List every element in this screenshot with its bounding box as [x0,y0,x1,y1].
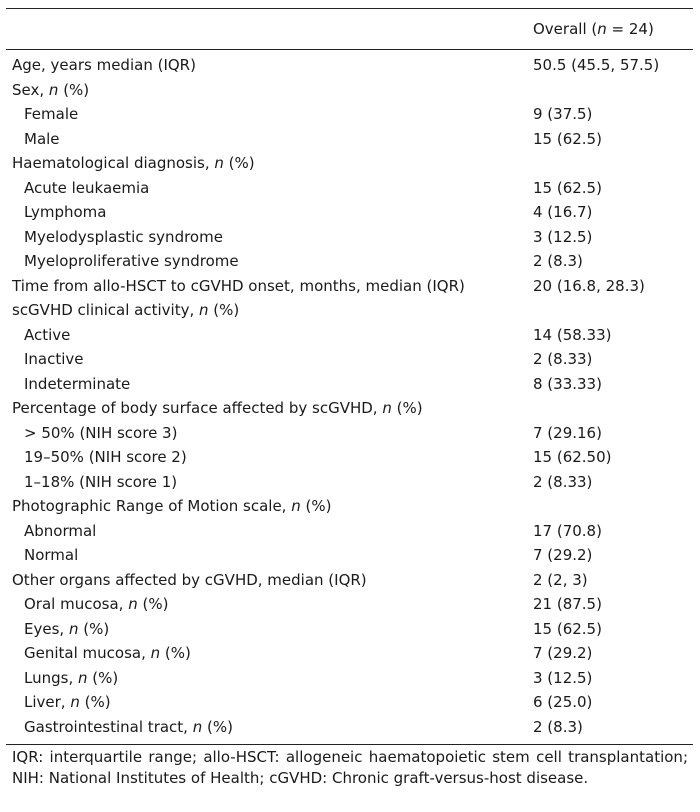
row-label-text: Myelodysplastic syndrome [24,227,223,246]
table-row [6,690,693,715]
row-label [6,78,533,103]
table-row [6,127,693,152]
row-value [533,494,693,519]
row-label [6,323,533,348]
table-row [6,274,693,299]
header-characteristic [6,9,533,50]
row-value: 20 (16.8, 28.3) [533,276,645,295]
row-label-suffix: (%) [223,154,255,172]
table-row [6,568,693,593]
row-label-text: Haematological diagnosis, [12,154,215,172]
row-label [6,494,533,519]
table-row [6,617,693,642]
row-value: 6 (25.0) [533,693,593,711]
row-label-italic: n [70,693,80,711]
row-label-text: Genital mucosa, [24,644,151,662]
header-row [6,9,693,50]
row-label-text: Inactive [24,350,84,368]
row-label [6,102,533,127]
row-label-text: Active [24,325,71,344]
row-label-text: Other organs affected by cGVHD, median (IQR) [12,570,367,589]
row-label-text: Age, years median (IQR) [12,56,196,74]
row-label [6,690,533,715]
row-label [6,715,533,745]
row-label-text: 1–18% (NIH score 1) [24,472,178,491]
header-overall-prefix: Overall ( [533,20,598,38]
row-label-text: Sex, [12,80,49,99]
table-row [6,176,693,201]
table-row [6,641,693,666]
row-label-suffix: (%) [300,497,332,515]
row-label-suffix: (%) [58,80,90,99]
table-row [6,249,693,274]
row-label-text: Lymphoma [24,203,107,221]
row-label-italic: n [199,301,209,319]
row-label-suffix: (%) [391,399,423,417]
row-label [6,176,533,201]
table-row [6,102,693,127]
row-label-italic: n [214,154,224,172]
row-label [6,666,533,691]
row-value: 7 (29.16) [533,423,602,442]
row-label [6,151,533,176]
table-row [6,347,693,372]
table-row [6,151,693,176]
row-label [6,519,533,544]
row-label [6,225,533,250]
table-row [6,298,693,323]
row-value: 2 (8.3) [533,252,583,270]
row-label-suffix: (%) [79,693,111,711]
table-row [6,396,693,421]
row-label-suffix: (%) [160,644,191,662]
row-value: 15 (62.5) [533,619,602,638]
row-value: 2 (8.3) [533,715,693,745]
row-value: 2 (8.33) [533,472,593,491]
row-label-text: Oral mucosa, [24,595,129,613]
row-label-italic: n [291,497,301,515]
row-label-text: > 50% (NIH score 3) [24,423,178,442]
row-label-suffix: (%) [87,668,119,687]
row-label [6,568,533,593]
row-value [533,396,693,421]
table-row [6,421,693,446]
table-row [6,372,693,397]
row-value: 2 (2, 3) [533,570,588,589]
row-value [533,298,693,323]
row-label-text: Percentage of body surface affected by scGVHD, [12,399,383,417]
row-label-text: Eyes, [24,619,69,638]
row-label [6,445,533,470]
table-row [6,666,693,691]
row-label-text: Time from allo-HSCT to cGVHD onset, months, median (IQR) [12,276,465,295]
row-label [6,298,533,323]
table-row [6,200,693,225]
row-value [533,78,693,103]
row-label [6,543,533,568]
header-overall-n: n [597,20,607,38]
row-label-italic: n [48,80,59,99]
row-label-italic: n [150,644,161,662]
row-label [6,592,533,617]
header-overall-suffix: = 24) [606,20,654,38]
characteristics-table [6,8,693,745]
row-label [6,50,533,78]
row-label-suffix: (%) [208,301,240,319]
table-row [6,50,693,78]
row-label-italic: n [192,717,203,736]
table-row [6,519,693,544]
row-label-text: Gastrointestinal tract, [24,717,193,736]
row-value: 9 (37.5) [533,105,593,123]
row-value: 21 (87.5) [533,595,602,613]
row-value: 14 (58.33) [533,325,612,344]
table-row [6,445,693,470]
row-label-italic: n [68,619,79,638]
row-value: 50.5 (45.5, 57.5) [533,56,660,74]
row-value: 7 (29.2) [533,546,593,564]
row-label [6,617,533,642]
table-row [6,715,693,745]
row-value: 17 (70.8) [533,521,602,540]
table-row [6,543,693,568]
row-label-italic: n [128,595,138,613]
table-footnote: IQR: interquartile range; allo-HSCT: allogeneic haematopoietic stem cell transplantation; NIH: National Institutes of Health; cGVHD: Chronic graft-versus-host disease. [12,748,688,787]
row-label [6,470,533,495]
row-label [6,274,533,299]
table-row [6,78,693,103]
table-row [6,225,693,250]
row-value [533,151,693,176]
row-label [6,641,533,666]
row-label-text: Indeterminate [24,374,131,393]
row-label-text: 19–50% (NIH score 2) [24,448,187,466]
row-label-text: Myeloproliferative syndrome [24,252,239,270]
row-label-suffix: (%) [137,595,169,613]
row-value: 15 (62.5) [533,129,602,148]
row-label-italic: n [382,399,392,417]
row-label-text: Male [24,129,60,148]
row-label [6,127,533,152]
row-value: 15 (62.5) [533,178,602,197]
row-label [6,249,533,274]
row-value: 3 (12.5) [533,668,593,687]
row-label [6,421,533,446]
table-row [6,592,693,617]
row-label-text: Abnormal [24,521,97,540]
row-label-italic: n [77,668,88,687]
table-body [6,50,693,745]
table-row [6,494,693,519]
row-label-text: Lungs, [24,668,78,687]
row-value: 2 (8.33) [533,350,593,368]
row-label-suffix: (%) [78,619,110,638]
row-label-text: scGVHD clinical activity, [12,301,200,319]
row-value: 8 (33.33) [533,374,602,393]
row-value: 4 (16.7) [533,203,593,221]
header-overall [533,9,693,50]
row-label-suffix: (%) [202,717,233,736]
row-label [6,200,533,225]
row-label-text: Acute leukaemia [24,178,150,197]
row-label [6,347,533,372]
row-label [6,396,533,421]
row-label-text: Liver, [24,693,71,711]
table-header [6,9,693,50]
table-row [6,470,693,495]
row-label-text: Female [24,105,79,123]
row-label-text: Normal [24,546,79,564]
row-value: 15 (62.50) [533,448,612,466]
row-label [6,372,533,397]
table-row [6,323,693,348]
row-value: 7 (29.2) [533,644,593,662]
row-label-text: Photographic Range of Motion scale, [12,497,292,515]
row-value: 3 (12.5) [533,227,593,246]
